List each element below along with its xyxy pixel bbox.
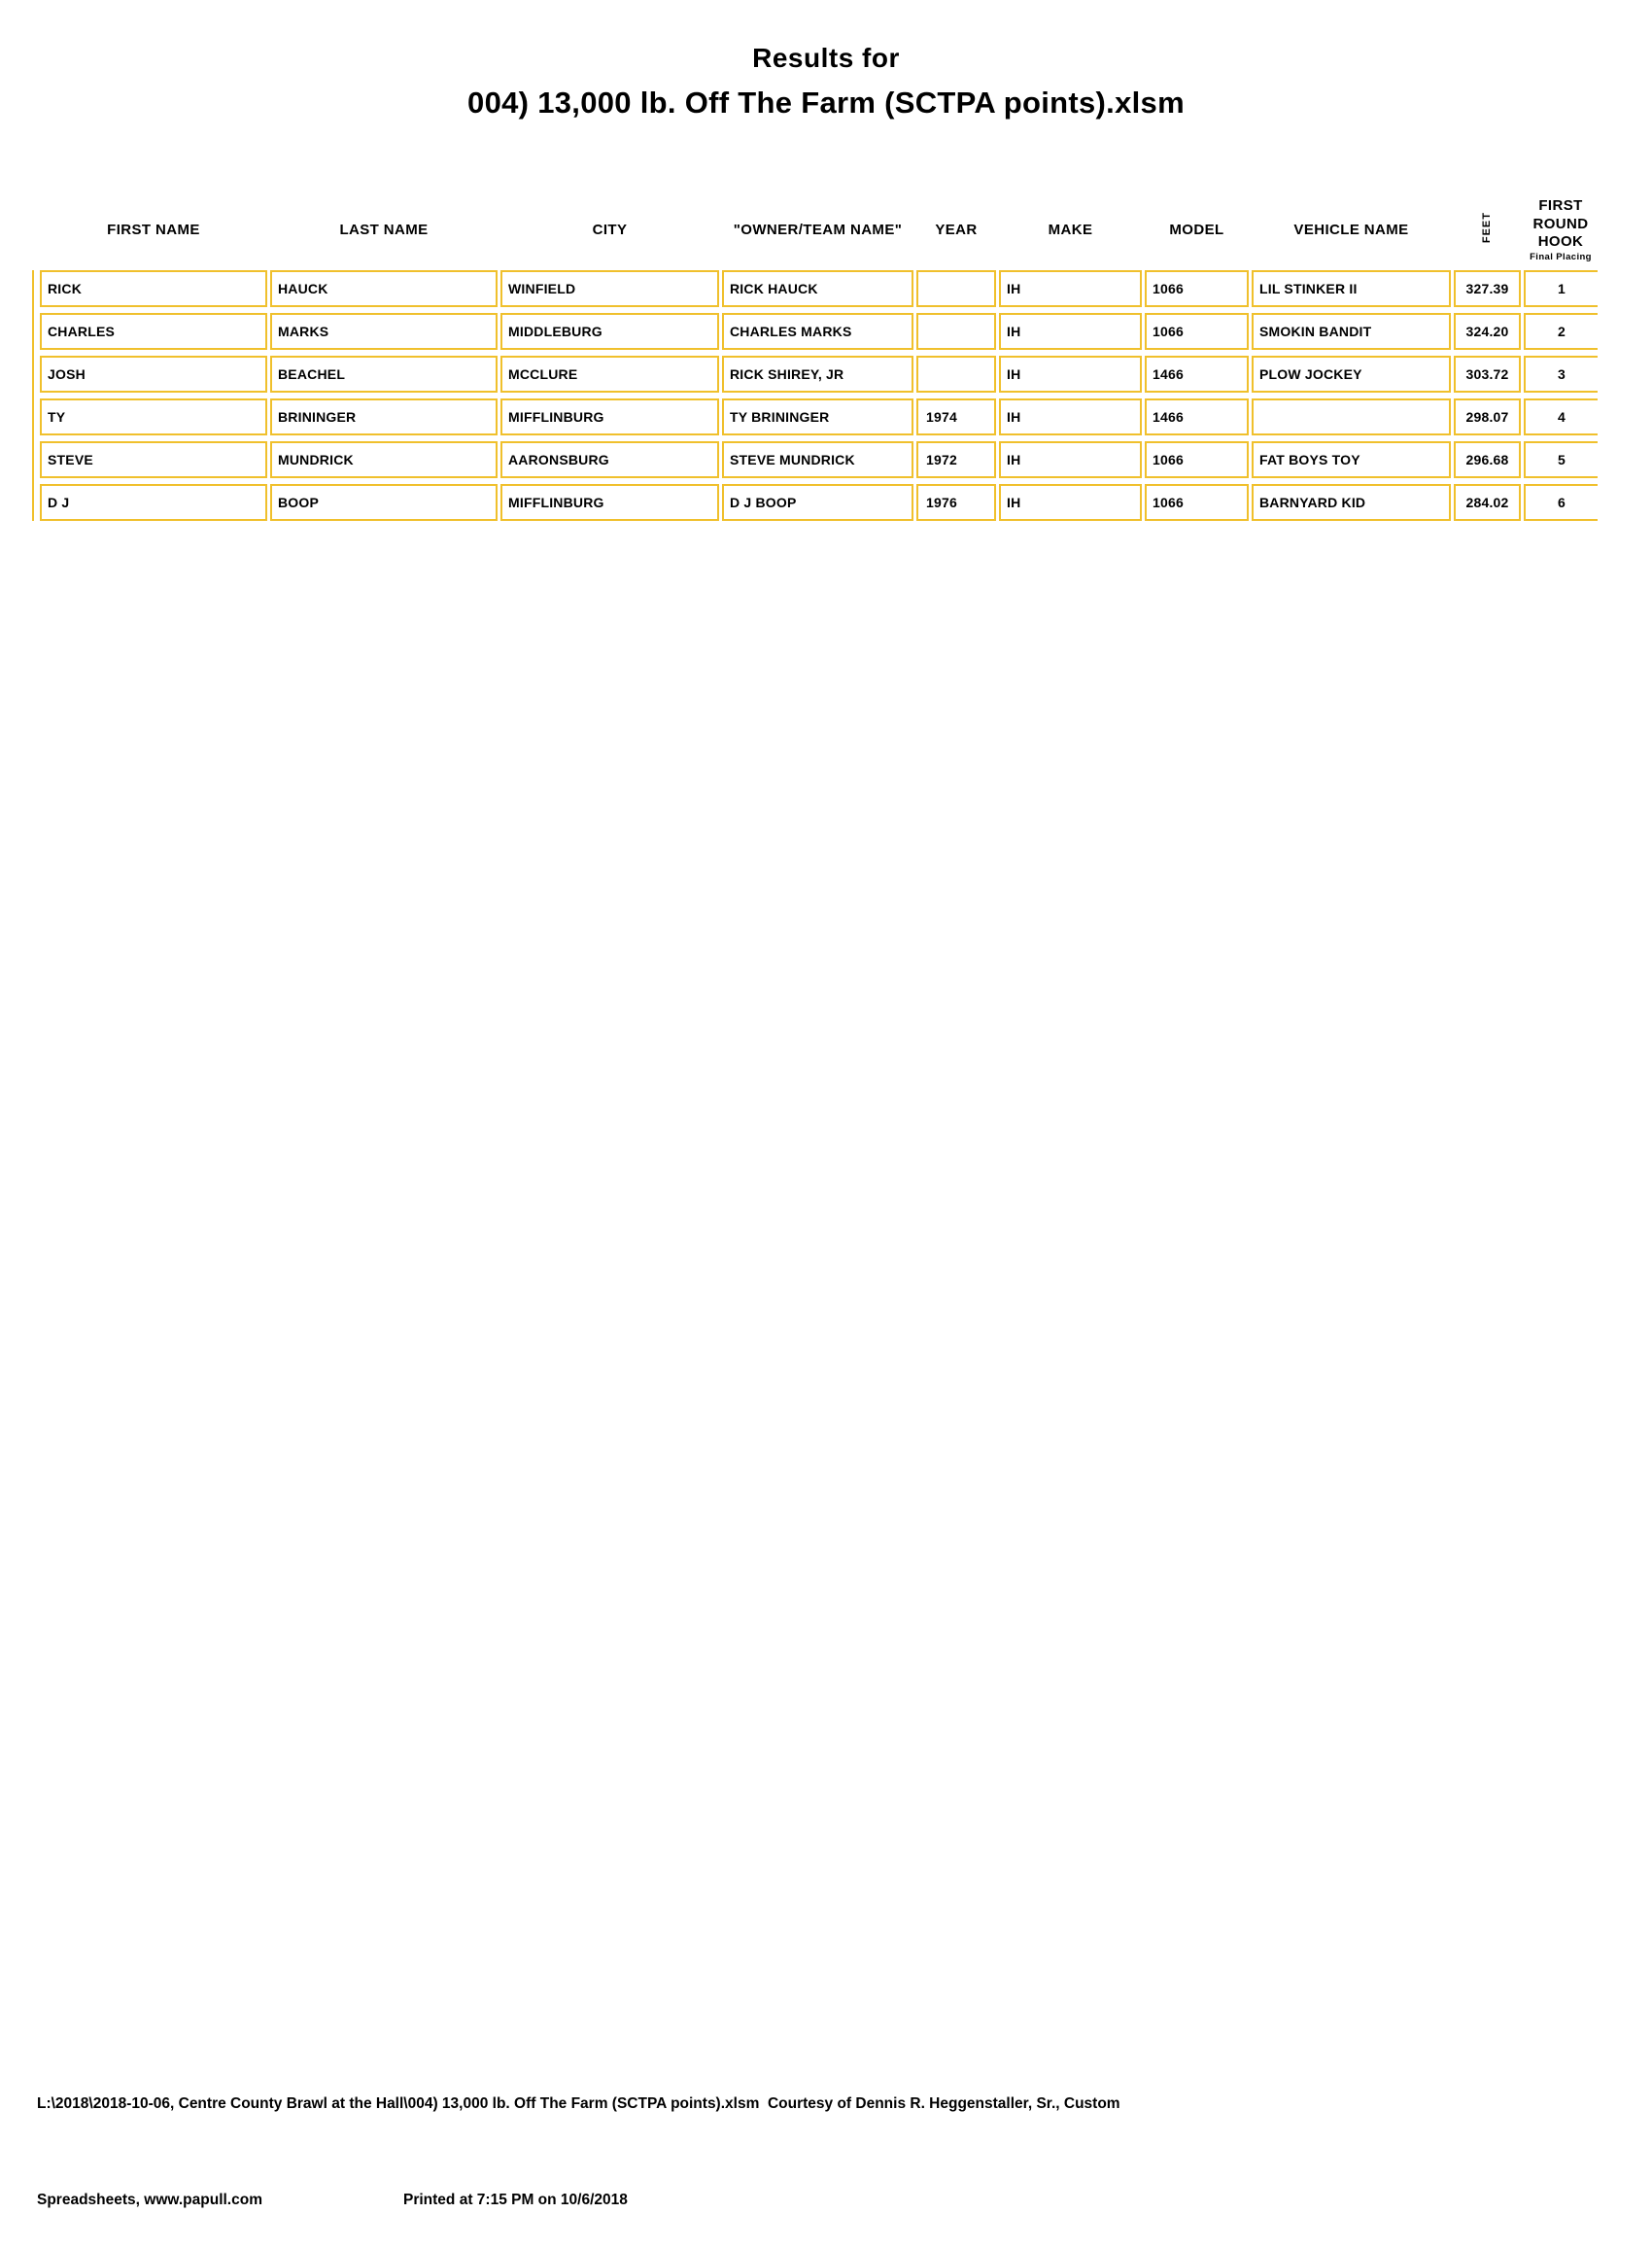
cell-make: IH <box>999 270 1142 307</box>
footer-printed-at: Printed at 7:15 PM on 10/6/2018 <box>403 2192 628 2208</box>
cell-placing: 2 <box>1524 313 1598 350</box>
cell-last-name: MUNDRICK <box>270 441 498 478</box>
hook-header-line2: HOOK <box>1537 233 1584 251</box>
cell-placing: 4 <box>1524 398 1598 435</box>
results-table <box>37 190 1600 527</box>
cell-vehicle-name: BARNYARD KID <box>1252 484 1451 521</box>
col-header-feet <box>1454 196 1521 264</box>
col-header-last-name: LAST NAME <box>339 221 429 238</box>
cell-year: 1974 <box>916 398 996 435</box>
cell-model: 1066 <box>1145 313 1249 350</box>
cell-model: 1066 <box>1145 270 1249 307</box>
page-title-line1: Results for <box>752 43 900 73</box>
cell-model: 1466 <box>1145 398 1249 435</box>
feet-header-rotated-label: FEET <box>1480 212 1493 244</box>
page-header <box>0 43 1652 121</box>
cell-make: IH <box>999 398 1142 435</box>
cell-city: MIDDLEBURG <box>500 313 719 350</box>
cell-city: AARONSBURG <box>500 441 719 478</box>
cell-first-name: CHARLES <box>40 313 267 350</box>
col-header-owner-team: "OWNER/TEAM NAME" <box>733 221 903 238</box>
cell-vehicle-name <box>1252 398 1451 435</box>
cell-make: IH <box>999 441 1142 478</box>
cell-first-name: JOSH <box>40 356 267 393</box>
table-outer-left-border <box>32 270 34 521</box>
table-row <box>40 398 1598 435</box>
cell-owner-team: TY BRININGER <box>722 398 913 435</box>
cell-city: MIFFLINBURG <box>500 484 719 521</box>
footer-spreadsheets-text: Spreadsheets, www.papull.com <box>37 2192 262 2208</box>
cell-first-name: RICK <box>40 270 267 307</box>
cell-vehicle-name: FAT BOYS TOY <box>1252 441 1451 478</box>
cell-owner-team: D J BOOP <box>722 484 913 521</box>
cell-year <box>916 356 996 393</box>
cell-last-name: BOOP <box>270 484 498 521</box>
table-row <box>40 356 1598 393</box>
page-title-line2: 004) 13,000 lb. Off The Farm (SCTPA points).xlsm <box>467 86 1185 120</box>
cell-last-name: HAUCK <box>270 270 498 307</box>
cell-vehicle-name: SMOKIN BANDIT <box>1252 313 1451 350</box>
table-header-row <box>40 196 1598 264</box>
cell-city: MIFFLINBURG <box>500 398 719 435</box>
cell-feet: 324.20 <box>1454 313 1521 350</box>
col-header-city: CITY <box>592 221 628 238</box>
col-header-model: MODEL <box>1169 221 1224 238</box>
cell-model: 1466 <box>1145 356 1249 393</box>
table-row <box>40 270 1598 307</box>
cell-model: 1066 <box>1145 484 1249 521</box>
cell-feet: 303.72 <box>1454 356 1521 393</box>
cell-city: WINFIELD <box>500 270 719 307</box>
cell-owner-team: RICK HAUCK <box>722 270 913 307</box>
cell-first-name: D J <box>40 484 267 521</box>
cell-feet: 327.39 <box>1454 270 1521 307</box>
col-header-year: YEAR <box>935 221 978 238</box>
cell-owner-team: RICK SHIREY, JR <box>722 356 913 393</box>
cell-last-name: BEACHEL <box>270 356 498 393</box>
table-row <box>40 313 1598 350</box>
cell-model: 1066 <box>1145 441 1249 478</box>
cell-feet: 284.02 <box>1454 484 1521 521</box>
col-header-make: MAKE <box>1048 221 1093 238</box>
cell-first-name: TY <box>40 398 267 435</box>
cell-placing: 5 <box>1524 441 1598 478</box>
cell-feet: 298.07 <box>1454 398 1521 435</box>
table-row <box>40 441 1598 478</box>
cell-last-name: MARKS <box>270 313 498 350</box>
cell-owner-team: CHARLES MARKS <box>722 313 913 350</box>
footer-line2 <box>37 2184 1611 2216</box>
cell-vehicle-name: LIL STINKER II <box>1252 270 1451 307</box>
cell-feet: 296.68 <box>1454 441 1521 478</box>
cell-vehicle-name: PLOW JOCKEY <box>1252 356 1451 393</box>
cell-year <box>916 313 996 350</box>
page-footer <box>37 2023 1611 2248</box>
cell-make: IH <box>999 313 1142 350</box>
cell-make: IH <box>999 484 1142 521</box>
col-header-vehicle-name: VEHICLE NAME <box>1293 221 1409 238</box>
cell-year: 1976 <box>916 484 996 521</box>
hook-header-line1: FIRST ROUND <box>1532 196 1589 232</box>
cell-city: MCCLURE <box>500 356 719 393</box>
footer-line1: L:\2018\2018-10-06, Centre County Brawl at the Hall\004) 13,000 lb. Off The Farm (SCTPA points).xlsm Courtesy of Dennis R. Heggenstaller, Sr., Custom <box>37 2095 1120 2112</box>
cell-placing: 1 <box>1524 270 1598 307</box>
col-header-first-name: FIRST NAME <box>107 221 200 238</box>
cell-first-name: STEVE <box>40 441 267 478</box>
cell-placing: 6 <box>1524 484 1598 521</box>
cell-make: IH <box>999 356 1142 393</box>
cell-owner-team: STEVE MUNDRICK <box>722 441 913 478</box>
table-row <box>40 484 1598 521</box>
cell-placing: 3 <box>1524 356 1598 393</box>
col-header-first-round-hook <box>1524 196 1598 264</box>
hook-header-line3: Final Placing <box>1530 252 1592 263</box>
cell-year <box>916 270 996 307</box>
cell-year: 1972 <box>916 441 996 478</box>
cell-last-name: BRININGER <box>270 398 498 435</box>
